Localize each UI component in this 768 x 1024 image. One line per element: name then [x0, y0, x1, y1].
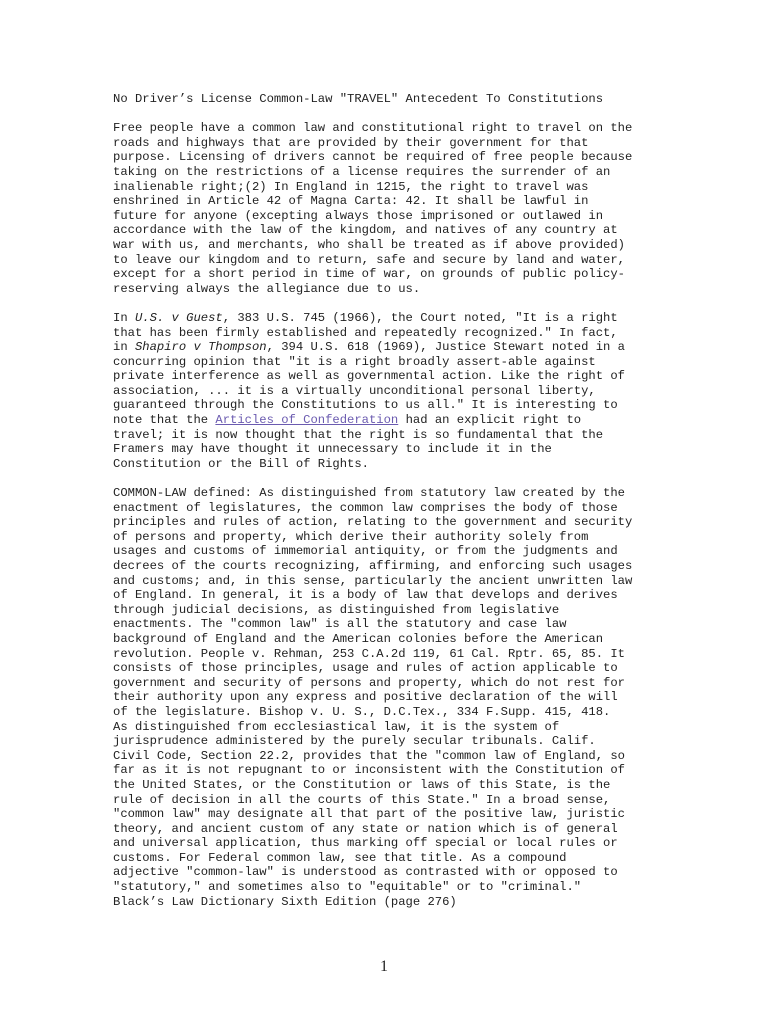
articles-of-confederation-link[interactable]: Articles of Confederation: [215, 413, 399, 428]
paragraph-right-to-travel: Free people have a common law and constitutional right to travel on the roads and highways that are provided by their government for that purpose. Licensing of drivers cannot be required of free people because taking on the restrictions of a license requires the surrender of an inalienable right;(2) In England in 1215, the right to travel was enshrined in Article 42 of Magna Carta: 42. It shall be lawful in future for anyone (excepting always those imprisoned or outlawed in accordance with the law of the kingdom, and natives of any country at war with us, and merchants, who shall be treated as if above provided) to leave our kingdom and to return, safe and secure by land and water, except for a short period in time of war, on grounds of public policy- reserving always the allegiance due to us.: [113, 121, 633, 296]
paragraph-text: had an explicit right to travel; it is now thought that the right is so fundamental that the Framers may have thought it unnecessary to include it in the Constitution or the Bill of Rights.: [113, 413, 604, 471]
document-body: [113, 92, 658, 924]
paragraph-common-law-definition: COMMON-LAW defined: As distinguished from statutory law created by the enactment of legislatures, the common law comprises the body of those principles and rules of action, relating to the government and security of persons and property, which derive their authority solely from usages and customs of immemorial antiquity, or from the judgments and decrees of the courts recognizing, affirming, and enforcing such usages and customs; and, in this sense, particularly the ancient unwritten law of England. In general, it is a body of law that develops and derives through judicial decisions, as distinguished from legislative enactments. The "common law" is all the statutory and case law background of England and the American colonies before the American revolution. People v. Rehman, 253 C.A.2d 119, 61 Cal. Rptr. 65, 85. It consists of those principles, usage and rules of action applicable to government and security of persons and property, which do not rest for their authority upon any express and positive declaration of the will of the legislature. Bishop v. U. S., D.C.Tex., 334 F.Supp. 415, 418. As distinguished from ecclesiastical law, it is the system of jurisprudence administered by the purely secular tribunals. Calif. Civil Code, Section 22.2, provides that the "common law of England, so far as it is not repugnant to or inconsistent with the Constitution of the United States, or the Constitution or laws of this State, is the rule of decision in all the courts of this State." In a broad sense, "common law" may designate all that part of the positive law, juristic theory, and ancient custom of any state or nation which is of general and universal application, thus marking off special or local rules or customs. For Federal common law, see that title. As a compound adjective "common-law" is understood as contrasted with or opposed to "statutory," and sometimes also to "equitable" or to "criminal." Black’s Law Dictionary Sixth Edition (page 276): [113, 486, 633, 909]
page-number: 1: [380, 958, 388, 975]
paragraph-text: In: [113, 310, 135, 325]
paragraph-case-law: [113, 311, 658, 472]
document-title: No Driver’s License Common-Law "TRAVEL" Antecedent To Constitutions: [113, 92, 604, 106]
case-citation-shapiro: Shapiro v Thompson: [134, 340, 267, 355]
paragraph-text: , 394 U.S. 618 (1969), Justice Stewart noted in a concurring opinion that "it is a right broadly assert-able against private interference as well as governmental action. Like the right of association, ... it is a virtually unconditional personal liberty, guaranteed through the Constitutions to us all." It is interesting to note that the: [113, 340, 625, 428]
case-citation-guest: U.S. v Guest: [134, 310, 223, 325]
paragraph-text: , 383 U.S. 745 (1966), the Court noted, "It is a right that has been firmly established and repeatedly recognized." In fact, in: [113, 310, 618, 355]
